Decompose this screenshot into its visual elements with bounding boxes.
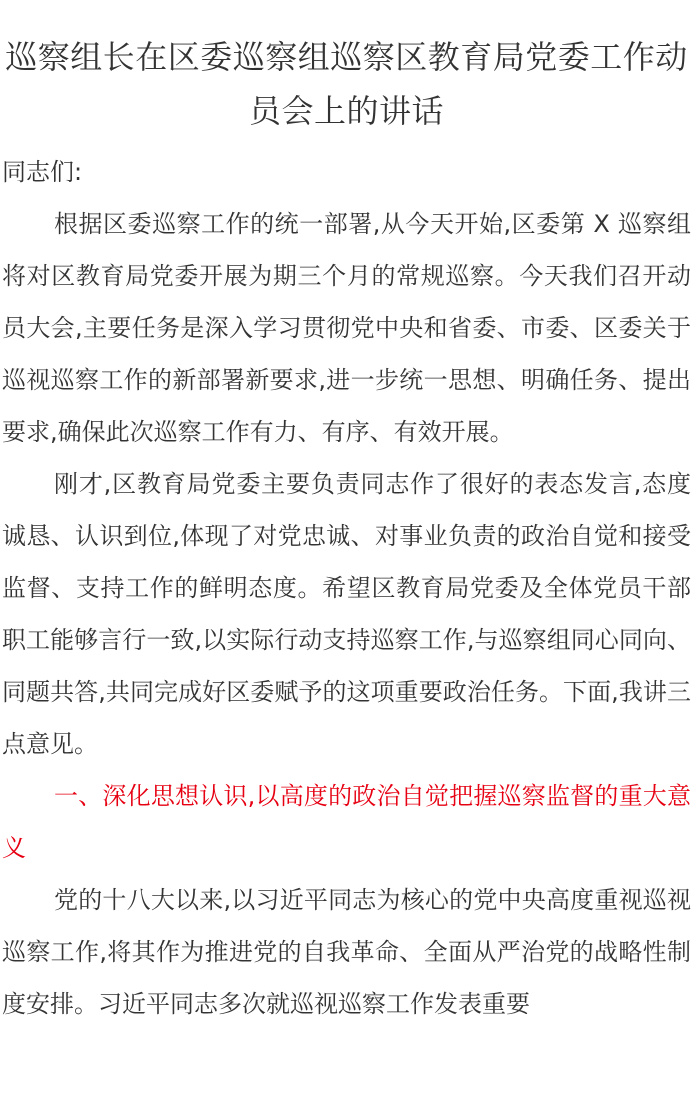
document-body bbox=[0, 138, 693, 1030]
section-heading-1: 一、深化思想认识,以高度的政治自觉把握巡察监督的重大意义 bbox=[2, 782, 691, 862]
paragraph-2: 刚才,区教育局党委主要负责同志作了很好的表态发言,态度诚恳、认识到位,体现了对党忠诚、对事业负责的政治自觉和接受监督、支持工作的鲜明态度。希望区教育局党委及全体党员干部职工能够言行一致,以实际行动支持巡察工作,与巡察组同心同向、同题共答,共同完成好区委赋予的这项重要政治任务。下面,我讲三点意见。 bbox=[2, 470, 691, 758]
paragraph-1: 根据区委巡察工作的统一部署,从今天开始,区委第 X 巡察组将对区教育局党委开展为期三个月的常规巡察。今天我们召开动员大会,主要任务是深入学习贯彻党中央和省委、市委、区委关于巡视巡察工作的新部署新要求,进一步统一思想、明确任务、提出要求,确保此次巡察工作有力、有序、有效开展。 bbox=[2, 210, 691, 446]
salutation: 同志们: bbox=[2, 158, 83, 186]
document-title: 巡察组长在区委巡察组巡察区教育局党委工作动员会上的讲话 bbox=[5, 38, 688, 130]
section-1-paragraph: 党的十八大以来,以习近平同志为核心的党中央高度重视巡视巡察工作,将其作为推进党的自我革命、全面从严治党的战略性制度安排。习近平同志多次就巡视巡察工作发表重要 bbox=[2, 886, 691, 1018]
